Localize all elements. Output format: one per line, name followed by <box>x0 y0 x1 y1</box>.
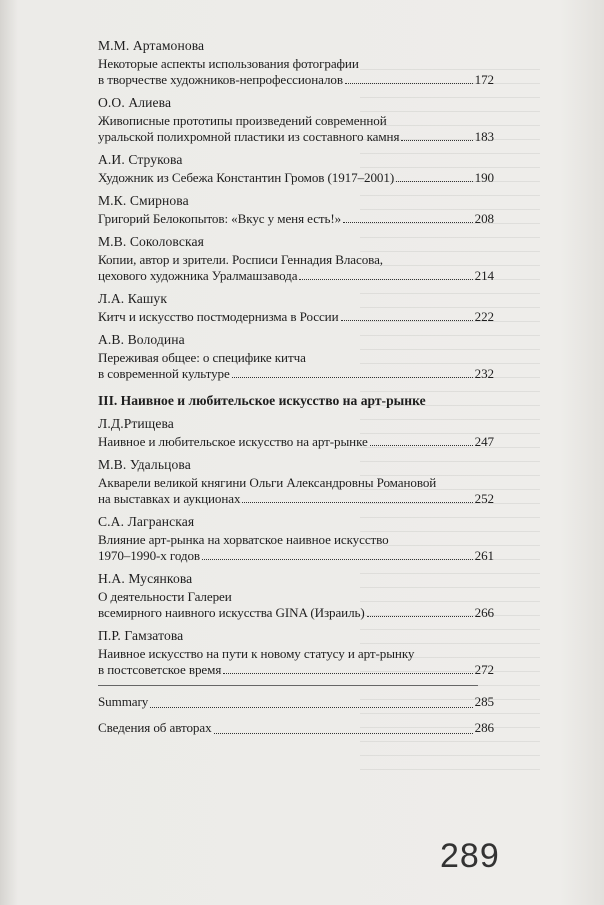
entry-title-line <box>98 211 494 227</box>
toc-entry <box>98 193 494 227</box>
toc-entry <box>98 332 494 382</box>
entry-page-number: 222 <box>474 309 494 324</box>
entry-title-text: Китч и искусство постмодернизма в России <box>98 309 339 324</box>
entry-page-number: 208 <box>474 211 494 226</box>
toc-entry <box>98 234 494 284</box>
entry-title-line <box>98 366 494 382</box>
entry-title-line: Копии, автор и зрители. Росписи Геннадия Власова, <box>98 252 383 267</box>
entry-title-line: Переживая общее: о специфике китча <box>98 350 306 365</box>
toc-entry <box>98 38 494 88</box>
toc-entry <box>98 416 494 450</box>
entry-page-number: 286 <box>474 720 494 735</box>
entry-page-number: 266 <box>474 605 494 620</box>
entry-author: Л.Д.Ртищева <box>98 416 174 431</box>
dot-leader <box>367 616 473 617</box>
dot-leader <box>150 707 472 708</box>
entry-author: Л.А. Кашук <box>98 291 168 306</box>
toc-entry <box>98 514 494 564</box>
entry-page-number: 214 <box>474 268 494 283</box>
dot-leader <box>202 559 473 560</box>
entry-author: П.Р. Гамзатова <box>98 628 184 643</box>
entry-title-text: на выставках и аукционах <box>98 491 241 506</box>
entry-title-text: Григорий Белокопытов: «Вкус у меня есть!» <box>98 211 342 226</box>
toc-back-matter-entry <box>98 692 494 712</box>
entry-title-line <box>98 491 494 507</box>
entry-author: С.А. Лагранская <box>98 514 195 529</box>
entry-author: А.В. Володина <box>98 332 185 347</box>
entry-title-text: в творчестве художников-непрофессионалов <box>98 72 343 87</box>
entry-title-line <box>98 129 494 145</box>
toc-back-matter-entry <box>98 718 494 738</box>
entry-title-line <box>98 170 494 186</box>
toc-entry <box>98 95 494 145</box>
entry-title-line <box>98 548 494 564</box>
entry-page-number: 183 <box>474 129 494 144</box>
entry-title-line: Живописные прототипы произведений современной <box>98 113 387 128</box>
dot-leader <box>396 181 473 182</box>
entry-page-number: 172 <box>474 72 494 87</box>
toc-entry <box>98 457 494 507</box>
entry-title-text: 1970–1990-х годов <box>98 548 201 563</box>
entry-title-text: Художник из Себежа Константин Громов (1917–2001) <box>98 170 395 185</box>
entry-title-text: в современной культуре <box>98 366 230 381</box>
entry-title-line <box>98 268 494 284</box>
entry-title-text: Наивное и любительское искусство на арт-рынке <box>98 434 368 449</box>
entry-page-number: 190 <box>474 170 494 185</box>
entry-title-text: уральской полихромной пластики из составного камня <box>98 129 400 144</box>
entry-title-line: Акварели великой княгини Ольги Александровны Романовой <box>98 475 437 490</box>
dot-leader <box>341 320 473 321</box>
dot-leader <box>299 279 472 280</box>
entry-page-number: 285 <box>474 694 494 709</box>
entry-title-line: Некоторые аспекты использования фотографии <box>98 56 359 71</box>
entry-author: М.В. Соколовская <box>98 234 204 249</box>
section-title: III. Наивное и любительское искусство на арт-рынке <box>98 393 426 408</box>
entry-title-line <box>98 309 494 325</box>
toc-group-previous-section <box>98 38 494 382</box>
entry-title-text: Сведения об авторах <box>98 720 212 735</box>
entry-title-text: цехового художника Уралмашзавода <box>98 268 298 283</box>
entry-page-number: 247 <box>474 434 494 449</box>
entry-author: Н.А. Мусянкова <box>98 571 193 586</box>
entry-title-line <box>98 434 494 450</box>
entry-page-number: 261 <box>474 548 494 563</box>
entry-author: О.О. Алиева <box>98 95 172 110</box>
toc-entry <box>98 628 494 678</box>
toc-entry <box>98 291 494 325</box>
entry-author: М.К. Смирнова <box>98 193 189 208</box>
page-number: 289 <box>440 837 500 875</box>
entry-title-line <box>98 72 494 88</box>
table-of-contents <box>98 38 494 744</box>
entry-page-number: 272 <box>474 662 494 677</box>
entry-author: А.И. Струкова <box>98 152 183 167</box>
entry-author: М.М. Артамонова <box>98 38 205 53</box>
entry-title-line <box>98 662 494 678</box>
divider <box>98 685 478 686</box>
entry-title-text: Summary <box>98 694 149 709</box>
toc-entry <box>98 571 494 621</box>
entry-title-line: Влияние арт-рынка на хорватское наивное искусство <box>98 532 389 547</box>
toc-group-section-3 <box>98 416 494 678</box>
toc-entry <box>98 152 494 186</box>
toc-back-matter <box>98 685 494 738</box>
dot-leader <box>223 673 472 674</box>
entry-title-line: О деятельности Галереи <box>98 589 232 604</box>
dot-leader <box>343 222 473 223</box>
dot-leader <box>401 140 472 141</box>
entry-author: М.В. Удальцова <box>98 457 191 472</box>
entry-title-line: Наивное искусство на пути к новому статусу и арт-рынку <box>98 646 415 661</box>
entry-title-text: всемирного наивного искусства GINA (Израиль) <box>98 605 365 620</box>
dot-leader <box>345 83 473 84</box>
entry-title-text: в постсоветское время <box>98 662 222 677</box>
entry-page-number: 232 <box>474 366 494 381</box>
entry-page-number: 252 <box>474 491 494 506</box>
dot-leader <box>242 502 472 503</box>
dot-leader <box>370 445 473 446</box>
dot-leader <box>232 377 473 378</box>
dot-leader <box>214 733 473 734</box>
entry-title-line <box>98 605 494 621</box>
